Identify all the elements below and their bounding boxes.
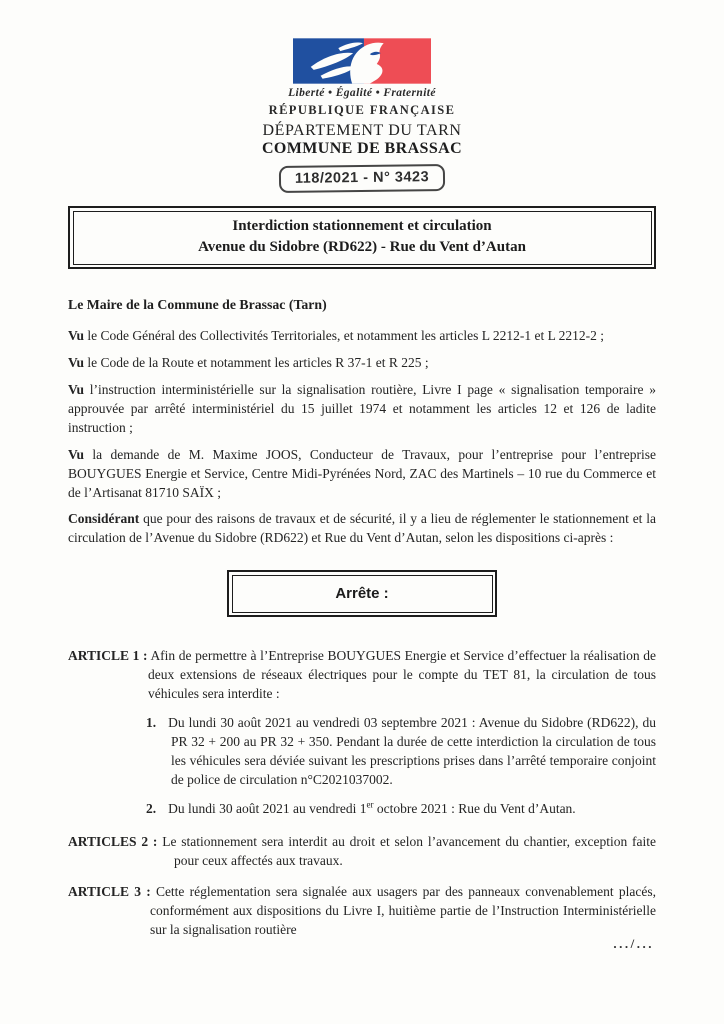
article-2: [68, 833, 656, 871]
item-number: 2.: [146, 801, 157, 817]
recital-text: la demande de M. Maxime JOOS, Conducteur de Travaux, pour l’entreprise pour l’entreprise BOUYGUES Energie et Service, Centre Midi-Pyrénées Nord, ZAC des Martinels – 10 rue du Commerce et de l’Artisanat 81710 SAÏX ;: [68, 446, 656, 500]
article-2-text: Le stationnement sera interdit au droit et selon l’avancement du chantier, exception faite pour ceux affectés aux travaux.: [162, 834, 657, 869]
recital-lead: Vu: [68, 446, 85, 462]
document-body: [68, 295, 656, 940]
article-2-label: ARTICLES 2 :: [68, 834, 158, 850]
decree-title-line2: Avenue du Sidobre (RD622) - Rue du Vent d’Autan: [198, 238, 526, 255]
recital-text: le Code Général des Collectivités Territoriales, et notamment les articles L 2212-1 et L 2212-2 ;: [87, 328, 605, 344]
motto: Liberté • Égalité • Fraternité: [288, 87, 436, 99]
commune-name: COMMUNE DE BRASSAC: [261, 140, 463, 157]
recital-vu-4: [68, 446, 656, 503]
item-number: 1.: [146, 714, 157, 730]
decree-title-box: [68, 206, 656, 269]
department-name: DÉPARTEMENT DU TARN: [262, 122, 462, 139]
article-1-item-2: [146, 800, 656, 819]
item-text: Du lundi 30 août 2021 au vendredi 03 septembre 2021 : Avenue du Sidobre (RD622), du PR 32 + 200 au PR 32 + 350. Pendant la durée de cette interdiction la circulation de tous les véhicules sera déviée suivant les prescriptions prises dans l’arrêté temporaire conjoint de police de circulation n°C2021037002.: [168, 714, 656, 787]
articles-section: [68, 647, 656, 940]
marianne-logo-graphic: [293, 38, 431, 84]
decree-title: [73, 211, 652, 265]
recital-lead: Vu: [68, 355, 85, 371]
recital-lead: Considérant: [68, 511, 140, 527]
decree-word: Arrête :: [232, 575, 493, 613]
article-1-label: ARTICLE 1 :: [68, 648, 148, 664]
article-3-label: ARTICLE 3 :: [68, 884, 151, 900]
article-3-text: Cette réglementation sera signalée aux usagers par des panneaux convenablement placés, conformément aux dispositions du Livre I, huitième partie de l’Instruction Interministérielle sur la signalisation routière: [150, 884, 656, 937]
page-continuation-mark: .../...: [613, 936, 654, 951]
article-1-text: Afin de permettre à l’Entreprise BOUYGUES Energie et Service d’effectuer la réalisation de deux extensions de réseaux électriques pour le compte du TET 81, la circulation de tous véhicules sera interdite :: [148, 648, 656, 701]
article-1: [68, 647, 656, 704]
recital-considerant: [68, 510, 656, 548]
recital-text: que pour des raisons de travaux et de sécurité, il y a lieu de réglementer le stationnement et la circulation de l’Avenue du Sidobre (RD622) et Rue du Vent d’Autan, selon les dispositions ci-après :: [68, 511, 656, 546]
document-header: [0, 0, 724, 192]
recital-lead: Vu: [68, 328, 85, 344]
article-1-item-1: [146, 714, 656, 790]
recital-vu-2: [68, 354, 656, 373]
recital-text: le Code de la Route et notamment les articles R 37-1 et R 225 ;: [87, 355, 429, 371]
decree-word-box: [227, 570, 497, 617]
article-1-items: [146, 714, 656, 819]
registration-stamp: 118/2021 - N° 3423: [279, 164, 445, 193]
recital-vu-1: [68, 327, 656, 346]
item-ordinal-superscript: er: [366, 799, 374, 810]
issuer-line: Le Maire de la Commune de Brassac (Tarn): [68, 297, 327, 312]
item-text-after: octobre 2021 : Rue du Vent d’Autan.: [373, 801, 576, 817]
article-3: [68, 883, 656, 940]
item-text-before: Du lundi 30 août 2021 au vendredi 1: [168, 801, 367, 817]
recital-vu-3: [68, 381, 656, 438]
french-republic-logo: [288, 38, 436, 99]
recital-lead: Vu: [68, 382, 85, 398]
republic-name: RÉPUBLIQUE FRANÇAISE: [268, 103, 456, 117]
recital-text: l’instruction interministérielle sur la signalisation routière, Livre I page « signalisation temporaire » approuvée par arrêté interministériel du 15 juillet 1974 et notamment les articles 12 et 126 de ladite instruction ;: [68, 382, 656, 435]
decree-title-line1: Interdiction stationnement et circulation: [232, 217, 492, 234]
